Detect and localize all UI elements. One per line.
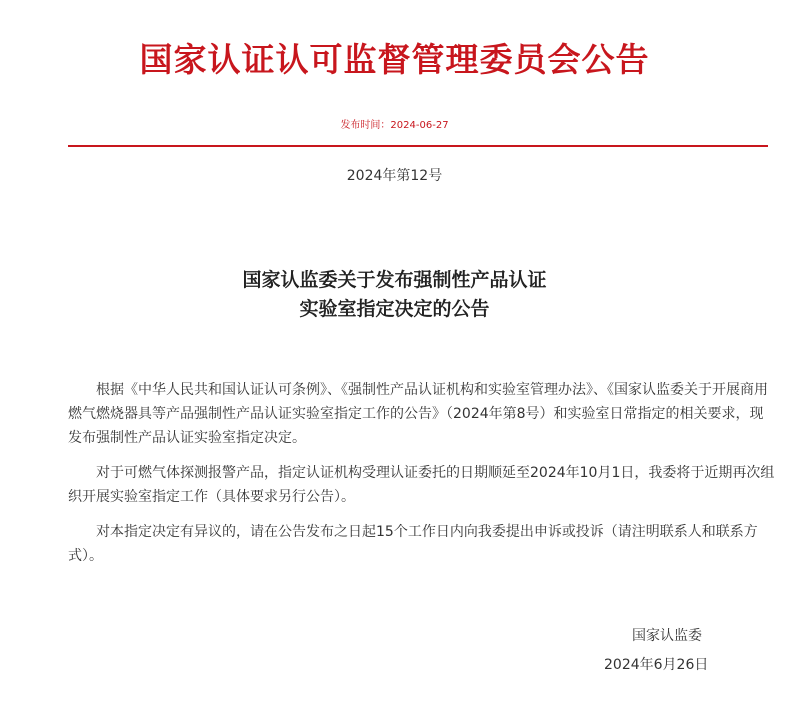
signature-issuer: 国家认监委 <box>632 628 702 644</box>
document-title <box>0 266 789 324</box>
document-body <box>68 378 776 579</box>
header-divider <box>68 145 768 147</box>
body-paragraph: 根据《中华人民共和国认证认可条例》、《强制性产品认证机构和实验室管理办法》、《国家认监委关于开展商用燃气燃烧器具等产品强制性产品认证实验室指定工作的公告》（2024年第8号）和实验室日常指定的相关要求，现发布强制性产品认证实验室指定决定。 <box>68 382 768 446</box>
signature-date: 2024年6月26日 <box>604 657 709 673</box>
body-paragraph: 对于可燃气体探测报警产品，指定认证机构受理认证委托的日期顺延至2024年10月1日，我委将于近期再次组织开展实验室指定工作（具体要求另行公告）。 <box>68 465 775 505</box>
document-number: 2024年第12号 <box>346 168 443 184</box>
body-paragraph: 对本指定决定有异议的，请在公告发布之日起15个工作日内向我委提出申诉或投诉（请注明联系人和联系方式）。 <box>68 524 758 564</box>
publish-date: 发布时间：2024-06-27 <box>340 120 449 131</box>
document-title-line-2: 实验室指定决定的公告 <box>299 298 490 320</box>
agency-header-title: 国家认证认可监督管理委员会公告 <box>139 40 650 79</box>
document-title-line-1: 国家认监委关于发布强制性产品认证 <box>242 269 547 291</box>
